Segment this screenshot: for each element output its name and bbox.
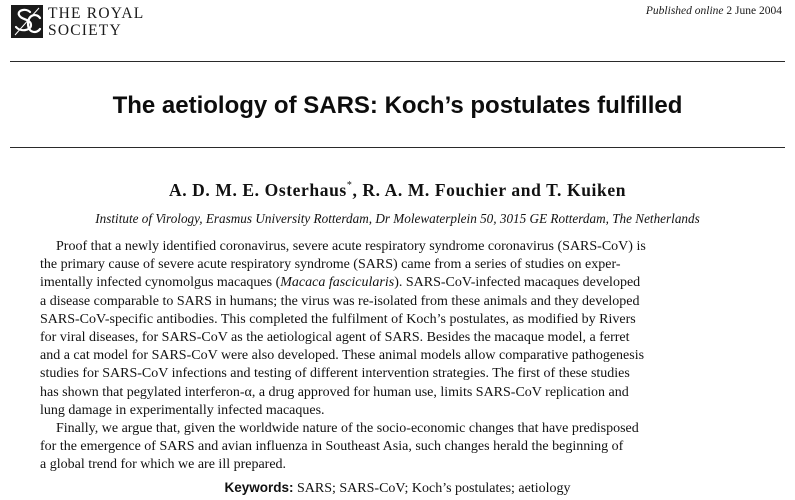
species-name: Macaca fascicularis [280, 275, 395, 291]
keywords [0, 480, 795, 497]
abstract-line: the primary cause of severe acute respiratory syndrome (SARS) came from a series of studies on exper- [40, 257, 621, 273]
abstract-line: Finally, we argue that, given the worldwide nature of the socio-economic changes that have predisposed [56, 420, 639, 436]
author-rest: , R. A. M. Fouchier and T. Kuiken [352, 180, 627, 200]
author-affiliation: Institute of Virology, Erasmus University Rotterdam, Dr Molewaterplein 50, 3015 GE Rotterdam, The Netherlands [95, 211, 700, 226]
author-list [0, 180, 795, 200]
publication-date [646, 5, 782, 17]
abstract-line: a disease comparable to SARS in humans; the virus was re-isolated from these animals and they developed [40, 293, 640, 309]
royal-society-logo [11, 5, 43, 38]
abstract-line: Proof that a newly identified coronavirus, severe acute respiratory syndrome coronavirus (SARS-CoV) is [56, 239, 646, 254]
abstract-line: and a cat model for SARS-CoV were also developed. These animal models allow comparative pathogenesis [40, 348, 645, 364]
abstract [40, 238, 760, 474]
abstract-line: for the emergence of SARS and avian influenza in Southeast Asia, such changes herald the beginning of [40, 439, 624, 455]
published-date-value: 2 June 2004 [726, 5, 782, 17]
abstract-line: has shown that pegylated interferon-α, a drug approved for human use, limits SARS-CoV replication and [40, 384, 629, 400]
author-first: A. D. M. E. Osterhaus [168, 180, 347, 200]
keywords-list: SARS; SARS-CoV; Koch’s postulates; aetiology [296, 481, 571, 496]
society-name [48, 5, 144, 39]
paper-title: The aetiology of SARS: Koch’s postulates fulfilled [112, 92, 683, 119]
abstract-line [40, 274, 760, 292]
abstract-line: SARS-CoV-specific antibodies. This completed the fulfilment of Koch’s postulates, as modified by Rivers [40, 311, 636, 327]
abstract-text: imentally infected cynomolgus macaques ( [40, 275, 281, 291]
title-top-rule [10, 61, 785, 62]
society-name-line1: THE ROYAL [48, 5, 145, 22]
abstract-line: for viral diseases, for SARS-CoV as the aetiological agent of SARS. Besides the macaque model, a ferret [40, 329, 630, 345]
society-name-line2: SOCIETY [48, 22, 122, 39]
keywords-label: Keywords: [224, 480, 294, 495]
logo-monogram-icon [11, 5, 43, 38]
title-bottom-rule [10, 147, 785, 148]
abstract-text: ). SARS-CoV-infected macaques developed [394, 275, 641, 291]
abstract-line: lung damage in experimentally infected macaques. [40, 402, 325, 418]
corresponding-author-mark: * [346, 180, 353, 191]
abstract-line: a global trend for which we are ill prepared. [40, 457, 287, 473]
abstract-line: studies for SARS-CoV infections and testing of different intervention strategies. The first of these studies [40, 366, 630, 382]
published-prefix: Published online [645, 5, 724, 17]
